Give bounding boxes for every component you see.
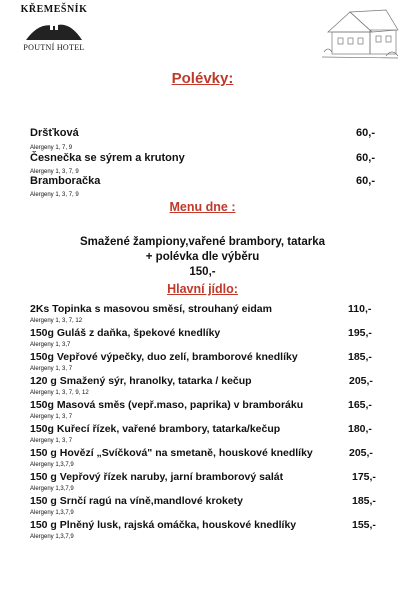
hotel-logo bbox=[14, 4, 94, 64]
main-dishes-heading: Hlavní jídlo: bbox=[167, 282, 238, 296]
dish-name: 150g Kuřecí řízek, vařené brambory, tatarka/kečup bbox=[30, 423, 281, 435]
dish-name: 150 g Plněný lusk, rajská omáčka, houskové knedlíky bbox=[30, 519, 297, 531]
dish-allergens: Alergeny 1, 3, 7 bbox=[30, 366, 73, 372]
dish-allergens: Alergeny 1,3,7,9 bbox=[30, 486, 74, 492]
dish-price: 205,- bbox=[349, 447, 373, 459]
soup-name: Dršťková bbox=[30, 127, 79, 139]
dish-allergens: Alergeny 1, 3,7 bbox=[30, 342, 71, 348]
dish-price: 180,- bbox=[348, 423, 372, 435]
dish-price: 185,- bbox=[348, 351, 372, 363]
dish-name: 120 g Smažený sýr, hranolky, tatarka / kečup bbox=[30, 375, 252, 387]
daily-menu-heading: Menu dne : bbox=[169, 200, 236, 214]
dish-name: 150 g Hovězí „Svíčková" na smetaně, houskové knedlíky bbox=[30, 447, 313, 459]
dish-allergens: Alergeny 1, 3, 7, 9, 12 bbox=[30, 390, 89, 396]
logo-bottom-text: POUTNÍ HOTEL bbox=[23, 43, 85, 52]
soup-price: 60,- bbox=[356, 152, 375, 164]
dish-allergens: Alergeny 1,3,7,9 bbox=[30, 534, 74, 540]
dish-name: 150g Vepřové výpečky, duo zelí, bramborové knedlíky bbox=[30, 351, 298, 363]
dish-name: 150g Masová směs (vepř.maso, paprika) v bramboráku bbox=[30, 399, 304, 411]
church-hill-icon bbox=[24, 16, 84, 42]
dish-allergens: Alergeny 1,3,7,9 bbox=[30, 462, 74, 468]
soups-heading: Polévky: bbox=[171, 70, 234, 87]
soup-allergens: Alergeny 1, 7, 9 bbox=[30, 145, 73, 151]
dish-price: 155,- bbox=[352, 519, 376, 531]
dish-allergens: Alergeny 1,3,7,9 bbox=[30, 510, 74, 516]
dish-price: 175,- bbox=[352, 471, 376, 483]
soup-name: Bramboračka bbox=[30, 175, 101, 187]
soup-allergens: Alergeny 1, 3, 7, 9 bbox=[30, 192, 79, 198]
dish-allergens: Alergeny 1, 3, 7 bbox=[30, 438, 73, 444]
dish-name: 150 g Srnčí ragú na víně,mandlové krokety bbox=[30, 495, 243, 507]
dish-allergens: Alergeny 1, 3, 7, 12 bbox=[30, 318, 83, 324]
dish-price: 195,- bbox=[348, 327, 372, 339]
dish-name: 150 g Vepřový řízek naruby, jarní bramborový salát bbox=[30, 471, 284, 483]
hotel-sketch-image bbox=[320, 2, 400, 62]
dish-name: 2Ks Topinka s masovou směsí, strouhaný eidam bbox=[30, 303, 272, 315]
dish-price: 165,- bbox=[348, 399, 372, 411]
dish-allergens: Alergeny 1, 3, 7 bbox=[30, 414, 73, 420]
daily-menu-line2: + polévka dle výběru bbox=[145, 251, 260, 263]
soup-name: Česnečka se sýrem a krutony bbox=[30, 152, 185, 164]
dish-price: 205,- bbox=[349, 375, 373, 387]
daily-menu-price: 150,- bbox=[189, 266, 216, 278]
dish-name: 150g Guláš z daňka, špekové knedlíky bbox=[30, 327, 221, 339]
dish-price: 185,- bbox=[352, 495, 376, 507]
soup-price: 60,- bbox=[356, 175, 375, 187]
logo-top-text: KŘEMEŠNÍK bbox=[20, 4, 88, 15]
dish-price: 110,- bbox=[348, 303, 372, 315]
soup-price: 60,- bbox=[356, 127, 375, 139]
soup-allergens: Alergeny 1, 3, 7, 9 bbox=[30, 169, 79, 175]
daily-menu-line1: Smažené žampiony,vařené brambory, tatarka bbox=[79, 236, 325, 248]
